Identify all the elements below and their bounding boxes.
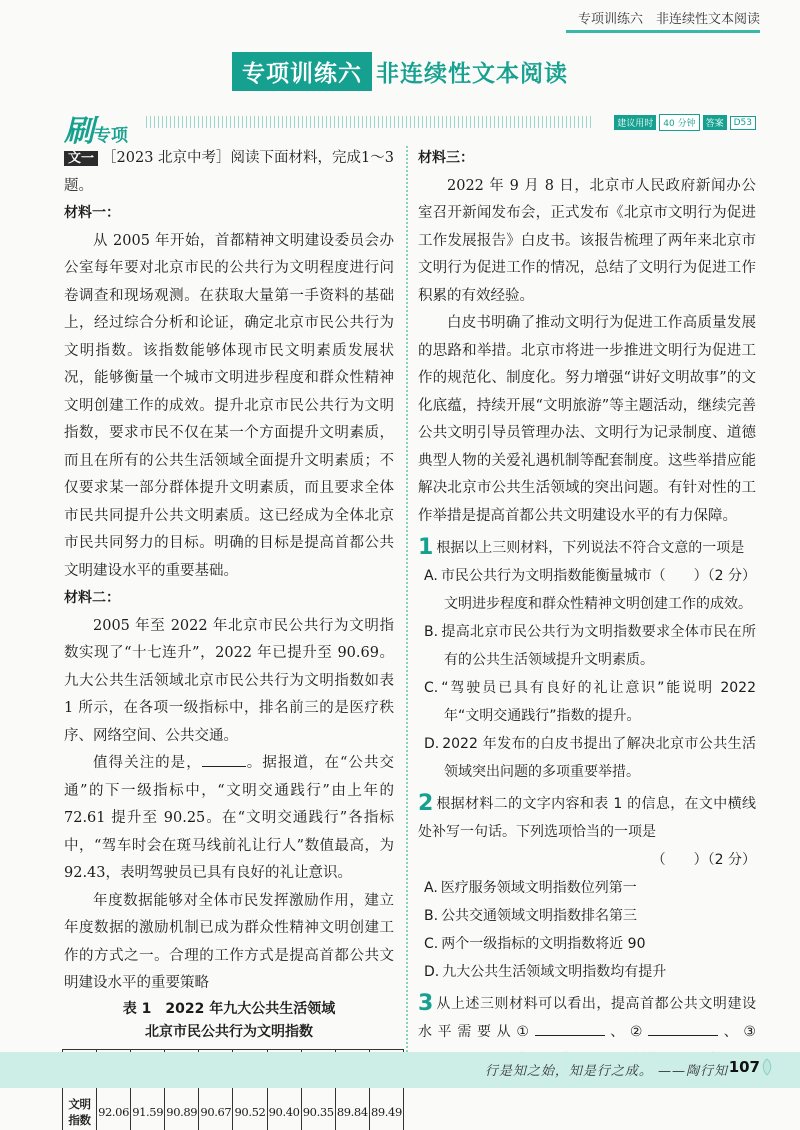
q2-option-c[interactable] — [418, 930, 756, 958]
option-letter: C. — [424, 936, 439, 952]
option-letter: A. — [424, 880, 438, 896]
option-letter: A. — [424, 568, 438, 584]
fill-blank — [202, 753, 246, 767]
hatch-divider — [146, 116, 591, 128]
value-cell: 91.59 — [131, 1086, 165, 1130]
option-letter: B. — [424, 908, 439, 924]
intro-text: ［2023 北京中考］阅读下面材料，完成1～3 题。 — [64, 150, 394, 194]
material-2-para-1: 2005 年至 2022 年北京市民公共行为文明指数实现了“十七连升”，2022 年已提升至 90.69。九大公共生活领域北京市民公共行为文明指数如表 1 所示，在各项一级指标中，排名前三的是医疗秩序、网络空间、公共交通。 — [64, 617, 394, 744]
q3-stem-b: 、② — [604, 1024, 649, 1040]
material-3-title: 材料三： — [418, 150, 474, 166]
right-column — [418, 145, 756, 1074]
material-2-para-2 — [64, 750, 394, 888]
option-text: 九大公共生活领域文明指数均有提升 — [442, 964, 667, 980]
question-1-number: 1 — [418, 535, 434, 560]
q2-answer-paren[interactable]: （ ）（2 分） — [651, 852, 756, 868]
q2-option-d[interactable] — [418, 958, 756, 986]
material-3-para-2: 白皮书明确了推动文明行为促进工作高质量发展的思路和举措。北京市将进一步推进文明行为促进工作的规范化、制度化。努力增强“讲好文明故事”的文化底蕴，持续开展“文明旅游”等主题活动，继续完善公共文明引导员管理办法、文明行为记录制度、道德典型人物的关爱礼遇机制等配套制度。这些举措应能解决北京市公共生活领域的突出问题。有针对性的工作举措是提高首都公共文明建设水平的有力保障。 — [418, 315, 756, 524]
value-cell: 90.40 — [267, 1086, 301, 1130]
option-letter: B. — [424, 624, 439, 640]
question-1 — [418, 534, 756, 786]
value-cell: 90.89 — [165, 1086, 199, 1130]
question-1-stem — [418, 534, 756, 584]
brush-logo — [64, 106, 128, 150]
q1-option-c[interactable] — [418, 674, 756, 730]
m2-p2-a: 值得关注的是， — [93, 755, 202, 771]
question-3-number: 3 — [418, 991, 434, 1016]
option-text: “驾驶员已具有良好的礼让意识”能说明 2022 年“文明交通践行”指数的提升。 — [441, 680, 756, 724]
page-number: 107 — [728, 1058, 760, 1076]
value-cell: 89.49 — [369, 1086, 403, 1130]
value-cell: 92.06 — [97, 1086, 131, 1130]
title-box: 专项训练六 — [232, 52, 372, 91]
option-text: 提高北京市民公共行为文明指数要求全体市民在所有的公共生活领域提升文明素质。 — [441, 624, 756, 668]
material-1-text: 从 2005 年开始，首都精神文明建设委员会办公室每年要对北京市民的公共行为文明程度进行问卷调查和现场观测。在获取大量第一手资料的基础上，经过综合分析和论证，确定北京市民公共行为文明指数。该指数能够体现市民文明素质发展状况，能够衡量一个城市文明进步程度和群众性精神文明创建工作的成效。提升北京市民公共行为文明指数，要求市民不仅在某一个方面提升文明素质，而且在所有的公共生活领域全面提升文明素质；不仅要求某一部分群体提升文明素质，而且要求全体市民共同提升公共文明素质。这已经成为全体北京市民共同努力的目标。明确的目标是提高首都公共文明建设水平的重要基础。 — [64, 232, 394, 579]
question-2-stem: 根据材料二的文字内容和表 1 的信息，在文中横线处补写一句话。下列选项恰当的一项是 — [418, 796, 756, 840]
option-text: 市民公共行为文明指数能衡量城市文明进步程度和群众性精神文明创建工作的成效。 — [440, 568, 752, 612]
table-value-row — [63, 1086, 404, 1130]
q1-option-b[interactable] — [418, 618, 756, 674]
time-label: 建议用时 — [614, 115, 656, 130]
question-2 — [418, 790, 756, 986]
page-title — [0, 52, 800, 91]
q1-option-d[interactable] — [418, 730, 756, 786]
answer-blank-2[interactable] — [648, 1022, 718, 1036]
material-1-title: 材料一： — [64, 205, 120, 221]
answer-label: 答案 — [703, 115, 727, 130]
option-letter: C. — [424, 680, 439, 696]
answer-page: D53 — [730, 116, 756, 130]
table-title-1: 表 1 2022 年九大公共生活领域 — [122, 1000, 336, 1017]
option-text: 2022 年发布的白皮书提出了解决北京市公共生活领域突出问题的多项重要举措。 — [442, 736, 756, 780]
material-2-para-3: 年度数据能够对全体市民发挥激励作用，建立年度数据的激励机制已成为群众性精神文明创建工作的方式之一。合理的工作方式是提高首都公共文明建设水平的重要策略 — [64, 892, 394, 991]
q2-option-b[interactable] — [418, 902, 756, 930]
footer-motto: 行是知之始，知是行之成。 ——陶行知 — [484, 1064, 728, 1079]
q1-stem-text: 根据以上三则材料，下列说法不符合文意的一项是 — [436, 540, 745, 556]
option-letter: D. — [424, 964, 440, 980]
value-cell: 89.84 — [335, 1086, 369, 1130]
text-intro — [64, 145, 394, 200]
brush-logo-big: 刷 — [64, 114, 94, 149]
section-banner — [64, 106, 756, 149]
value-cell: 90.67 — [199, 1086, 233, 1130]
value-cell: 90.35 — [301, 1086, 335, 1130]
answer-blank-1[interactable] — [535, 1022, 605, 1036]
option-text: 两个一级指标的文明指数将近 90 — [441, 936, 646, 952]
leaf-icon — [760, 1058, 774, 1076]
column-divider — [406, 146, 408, 1056]
text-tag: 文一 — [64, 151, 98, 166]
option-text: 医疗服务领域文明指数位列第一 — [440, 880, 637, 896]
option-text: 公共交通领域文明指数排名第三 — [441, 908, 638, 924]
time-badge — [614, 114, 756, 131]
running-header: 专项训练六 非连续性文本阅读 — [566, 8, 760, 33]
q3-stem-c: 、③ — [718, 1024, 756, 1040]
table-title-2: 北京市民公共行为文明指数 — [145, 1023, 313, 1040]
q2-option-a[interactable] — [418, 874, 756, 902]
material-2-title: 材料二： — [64, 590, 120, 606]
m2-p2-b: 。据报道，在“公共交通”的下一级指标中，“文明交通践行”由上年的 72.61 提升至 90.25。在“文明交通践行”各指标中，“驾车时会在斑马线前礼让行人”数值最高，为 92.43，表明驾驶员已具有良好的礼让意识。 — [64, 755, 395, 881]
title-rest: 非连续性文本阅读 — [376, 61, 568, 87]
time-value: 40 分钟 — [659, 114, 699, 131]
brush-logo-small: 专项 — [94, 126, 128, 146]
q1-answer-paren[interactable]: （ ）（2 分） — [651, 568, 756, 584]
row-head-cell: 文明 指数 — [63, 1086, 97, 1130]
material-3-para-1: 2022 年 9 月 8 日，北京市人民政府新闻办公室召开新闻发布会，正式发布《北京市文明行为促进工作发展报告》白皮书。该报告梳理了两年来北京市文明行为促进工作的情况，总结了文明行为促进工作积累的有效经验。 — [418, 177, 756, 304]
option-letter: D. — [424, 736, 440, 752]
q3-stem-a: 从上述三则材料可以看出，提高首都公共文明建设水平需要从① — [418, 996, 756, 1040]
left-column — [64, 145, 402, 1130]
value-cell: 90.52 — [233, 1086, 267, 1130]
question-2-number: 2 — [418, 791, 434, 816]
